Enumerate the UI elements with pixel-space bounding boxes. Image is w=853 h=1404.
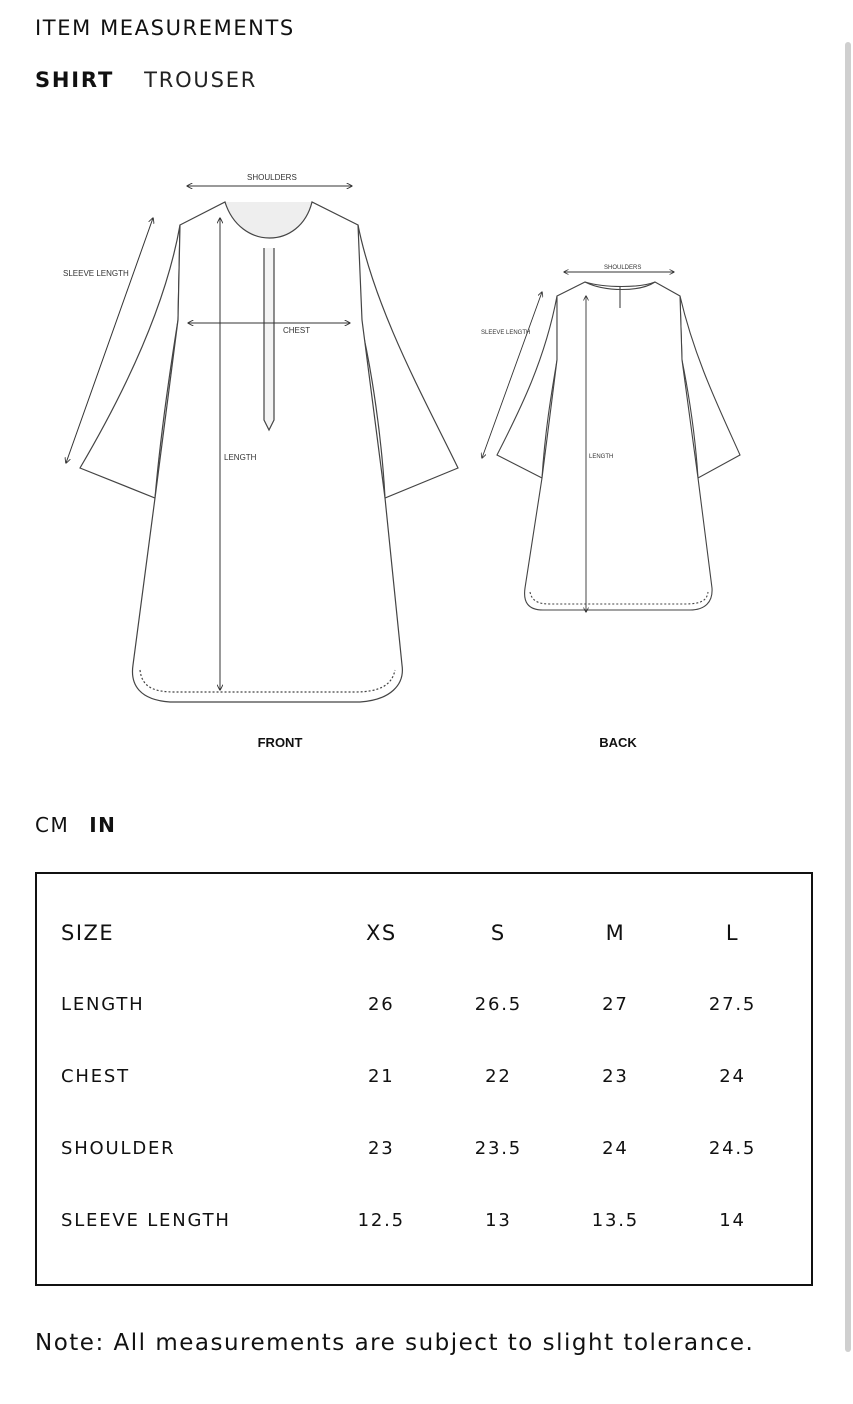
- table-row: [61, 1112, 791, 1184]
- tolerance-note: Note: All measurements are subject to slight tolerance.: [35, 1330, 755, 1356]
- back-garment: [497, 282, 740, 610]
- front-length-label: LENGTH: [224, 453, 257, 462]
- header-m: M: [605, 921, 626, 945]
- unit-cm[interactable]: CM: [35, 813, 70, 837]
- cell-value: 26.5: [474, 993, 522, 1015]
- cell-value: 27: [602, 993, 629, 1015]
- size-table: [61, 898, 791, 1256]
- cell-value: 21: [368, 1065, 395, 1087]
- measurement-diagram: [30, 110, 820, 780]
- size-table-box: [35, 872, 813, 1286]
- front-shoulders-label: SHOULDERS: [247, 173, 297, 182]
- diagram-svg: [30, 110, 820, 780]
- front-placket: [264, 248, 274, 430]
- front-chest-label: CHEST: [283, 326, 311, 335]
- front-garment: [80, 202, 458, 702]
- cell-value: 24.5: [708, 1137, 757, 1159]
- row-label: SLEEVE LENGTH: [61, 1209, 231, 1231]
- table-row: [61, 1184, 791, 1256]
- garment-tabs: [35, 68, 257, 92]
- cell-value: 13.5: [591, 1209, 640, 1231]
- cell-value: 13: [485, 1209, 512, 1231]
- cell-value: 26: [368, 993, 395, 1015]
- row-label: CHEST: [61, 1065, 130, 1087]
- cell-value: 27.5: [708, 993, 757, 1015]
- front-caption: FRONT: [257, 735, 303, 750]
- front-sleeve-label: SLEEVE LENGTH: [63, 269, 129, 278]
- tab-shirt[interactable]: SHIRT: [35, 68, 115, 92]
- header-s: S: [490, 921, 506, 945]
- back-length-label: LENGTH: [589, 454, 614, 460]
- row-label: SHOULDER: [61, 1137, 176, 1159]
- size-table-header: [61, 898, 791, 968]
- back-sleeve-label: SLEEVE LENGTH: [481, 330, 531, 336]
- cell-value: 22: [485, 1065, 512, 1087]
- row-label: LENGTH: [61, 993, 145, 1015]
- cell-value: 24: [719, 1065, 746, 1087]
- unit-in[interactable]: IN: [89, 813, 117, 837]
- cell-value: 14: [719, 1209, 746, 1231]
- table-row: [61, 968, 791, 1040]
- back-caption: BACK: [599, 735, 637, 750]
- cell-value: 12.5: [357, 1209, 405, 1231]
- cell-value: 23.5: [474, 1137, 522, 1159]
- scrollbar[interactable]: [845, 42, 851, 1352]
- header-size: SIZE: [61, 921, 115, 945]
- cell-value: 23: [368, 1137, 395, 1159]
- unit-toggle: [35, 813, 116, 837]
- header-l: L: [725, 921, 740, 945]
- table-row: [61, 1040, 791, 1112]
- header-xs: XS: [365, 921, 397, 945]
- back-shoulders-label: SHOULDERS: [604, 265, 642, 271]
- cell-value: 23: [602, 1065, 629, 1087]
- tab-trouser[interactable]: TROUSER: [144, 68, 258, 92]
- page-title: ITEM MEASUREMENTS: [35, 16, 295, 40]
- cell-value: 24: [602, 1137, 629, 1159]
